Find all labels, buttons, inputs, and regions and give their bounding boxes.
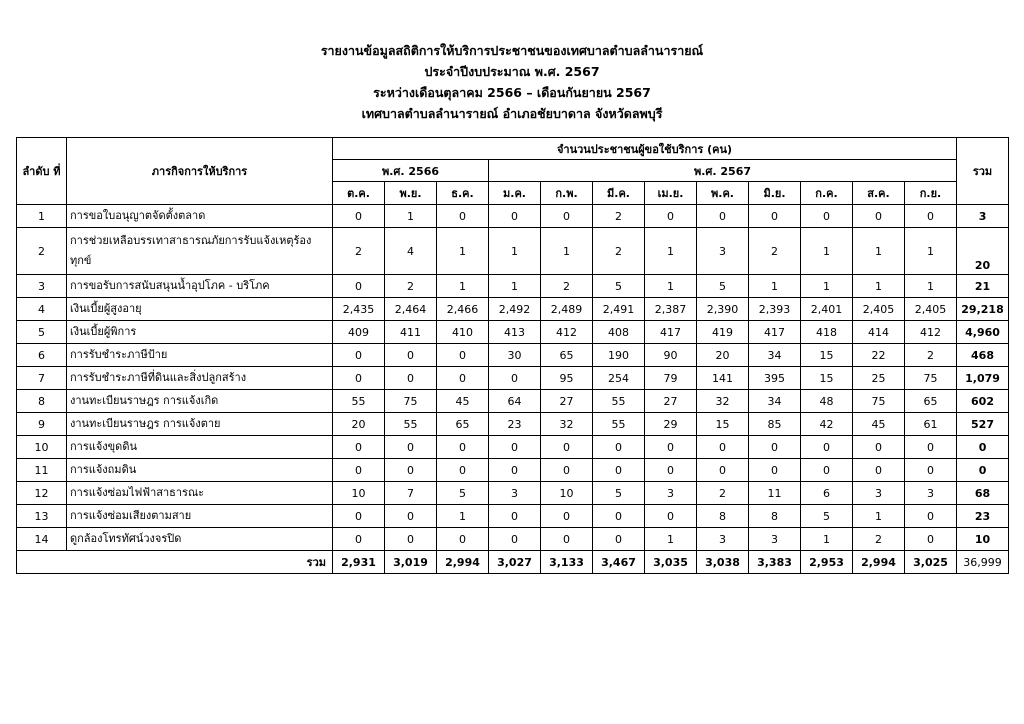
- month-value: 27: [541, 390, 593, 413]
- month-sum: 3,019: [385, 551, 437, 574]
- month-value: 79: [645, 367, 697, 390]
- month-value: 0: [437, 367, 489, 390]
- month-value: 0: [333, 505, 385, 528]
- month-value: 0: [541, 528, 593, 551]
- row-number: 10: [17, 436, 67, 459]
- month-value: 0: [853, 459, 905, 482]
- grand-total: 36,999: [957, 551, 1009, 574]
- month-value: 48: [801, 390, 853, 413]
- row-number: 14: [17, 528, 67, 551]
- report-organization: เทศบาลตำบลลำนารายณ์ อำเภอชัยบาดาล จังหวัดลพบุรี: [361, 106, 663, 121]
- month-value: 2: [385, 275, 437, 298]
- header-year-2566: พ.ศ. 2566: [333, 160, 489, 182]
- report-title-block: [0, 40, 1024, 124]
- header-service: ภารกิจการให้บริการ: [67, 138, 333, 205]
- month-value: 10: [541, 482, 593, 505]
- month-value: 1: [645, 275, 697, 298]
- month-value: 0: [593, 505, 645, 528]
- month-value: 1: [541, 228, 593, 275]
- month-value: 2,405: [853, 298, 905, 321]
- month-value: 410: [437, 321, 489, 344]
- table-row: [17, 482, 1009, 505]
- month-value: 1: [645, 528, 697, 551]
- month-value: 3: [905, 482, 957, 505]
- month-value: 75: [905, 367, 957, 390]
- row-total: 4,960: [957, 321, 1009, 344]
- month-value: 2,491: [593, 298, 645, 321]
- header-month: มี.ค.: [593, 182, 645, 205]
- month-value: 11: [749, 482, 801, 505]
- row-total: 602: [957, 390, 1009, 413]
- month-value: 0: [905, 528, 957, 551]
- month-value: 0: [489, 205, 541, 228]
- month-value: 0: [749, 459, 801, 482]
- month-value: 0: [853, 436, 905, 459]
- month-value: 3: [645, 482, 697, 505]
- month-sum: 2,931: [333, 551, 385, 574]
- month-value: 395: [749, 367, 801, 390]
- month-value: 4: [385, 228, 437, 275]
- row-number: 5: [17, 321, 67, 344]
- row-total: 10: [957, 528, 1009, 551]
- month-value: 15: [801, 367, 853, 390]
- month-value: 1: [489, 228, 541, 275]
- row-total: 3: [957, 205, 1009, 228]
- row-total: 527: [957, 413, 1009, 436]
- month-value: 2: [593, 228, 645, 275]
- row-number: 12: [17, 482, 67, 505]
- month-value: 0: [801, 459, 853, 482]
- month-value: 0: [333, 528, 385, 551]
- month-value: 3: [853, 482, 905, 505]
- month-value: 0: [385, 528, 437, 551]
- month-value: 27: [645, 390, 697, 413]
- month-value: 5: [697, 275, 749, 298]
- month-value: 0: [333, 367, 385, 390]
- month-value: 190: [593, 344, 645, 367]
- row-total: 68: [957, 482, 1009, 505]
- month-value: 0: [697, 459, 749, 482]
- month-value: 408: [593, 321, 645, 344]
- month-value: 0: [905, 459, 957, 482]
- month-value: 3: [697, 228, 749, 275]
- table-row: [17, 228, 1009, 275]
- month-value: 55: [333, 390, 385, 413]
- header-group: จำนวนประชาชนผู้ขอใช้บริการ (คน): [333, 138, 957, 160]
- month-value: 0: [749, 436, 801, 459]
- month-value: 15: [801, 344, 853, 367]
- service-name: ดูกล้องโทรทัศน์วงจรปิด: [67, 528, 333, 551]
- month-value: 45: [437, 390, 489, 413]
- row-number: 2: [17, 228, 67, 275]
- month-value: 1: [801, 228, 853, 275]
- month-value: 90: [645, 344, 697, 367]
- row-total: 0: [957, 459, 1009, 482]
- header-total: รวม: [957, 138, 1009, 205]
- month-value: 0: [385, 459, 437, 482]
- month-value: 34: [749, 344, 801, 367]
- month-value: 0: [385, 367, 437, 390]
- month-value: 0: [333, 275, 385, 298]
- month-value: 2,387: [645, 298, 697, 321]
- sum-row: [17, 551, 1009, 574]
- row-total: 23: [957, 505, 1009, 528]
- month-value: 419: [697, 321, 749, 344]
- month-value: 411: [385, 321, 437, 344]
- service-name: งานทะเบียนราษฎร การแจ้งเกิด: [67, 390, 333, 413]
- table-row: [17, 528, 1009, 551]
- row-total: 1,079: [957, 367, 1009, 390]
- month-value: 30: [489, 344, 541, 367]
- month-value: 412: [541, 321, 593, 344]
- month-value: 1: [385, 205, 437, 228]
- month-value: 0: [749, 205, 801, 228]
- row-number: 8: [17, 390, 67, 413]
- table-row: [17, 390, 1009, 413]
- month-value: 32: [541, 413, 593, 436]
- month-value: 5: [437, 482, 489, 505]
- month-sum: 3,025: [905, 551, 957, 574]
- month-value: 0: [385, 344, 437, 367]
- month-value: 0: [645, 459, 697, 482]
- month-value: 1: [853, 275, 905, 298]
- month-sum: 3,467: [593, 551, 645, 574]
- month-value: 1: [437, 505, 489, 528]
- month-value: 29: [645, 413, 697, 436]
- month-value: 23: [489, 413, 541, 436]
- service-name: งานทะเบียนราษฎร การแจ้งตาย: [67, 413, 333, 436]
- month-value: 0: [541, 436, 593, 459]
- month-value: 2,393: [749, 298, 801, 321]
- month-value: 0: [853, 205, 905, 228]
- sum-label: รวม: [17, 551, 333, 574]
- month-value: 141: [697, 367, 749, 390]
- month-value: 0: [489, 459, 541, 482]
- row-number: 9: [17, 413, 67, 436]
- month-value: 15: [697, 413, 749, 436]
- service-name: การช่วยเหลือบรรเทาสาธารณภัยการรับแจ้งเหตุร้องทุกข์: [67, 228, 333, 275]
- month-value: 0: [333, 205, 385, 228]
- month-value: 0: [333, 344, 385, 367]
- service-name: เงินเบี้ยผู้สูงอายุ: [67, 298, 333, 321]
- report-period: ระหว่างเดือนตุลาคม 2566 – เดือนกันยายน 2567: [373, 85, 651, 100]
- month-value: 254: [593, 367, 645, 390]
- header-month: มิ.ย.: [749, 182, 801, 205]
- month-value: 32: [697, 390, 749, 413]
- month-sum: 3,383: [749, 551, 801, 574]
- service-name: การขอใบอนุญาตจัดตั้งตลาด: [67, 205, 333, 228]
- month-value: 0: [437, 528, 489, 551]
- month-value: 0: [437, 344, 489, 367]
- month-value: 61: [905, 413, 957, 436]
- header-month: พ.ย.: [385, 182, 437, 205]
- service-name: การแจ้งขุดดิน: [67, 436, 333, 459]
- month-value: 2,492: [489, 298, 541, 321]
- row-number: 13: [17, 505, 67, 528]
- month-value: 2,464: [385, 298, 437, 321]
- month-value: 20: [333, 413, 385, 436]
- month-value: 0: [385, 436, 437, 459]
- month-value: 2: [593, 205, 645, 228]
- month-value: 1: [489, 275, 541, 298]
- table-row: [17, 413, 1009, 436]
- row-number: 7: [17, 367, 67, 390]
- month-value: 2,405: [905, 298, 957, 321]
- month-value: 75: [385, 390, 437, 413]
- month-value: 65: [541, 344, 593, 367]
- month-value: 2,401: [801, 298, 853, 321]
- header-month: ก.ย.: [905, 182, 957, 205]
- table-row: [17, 205, 1009, 228]
- table-row: [17, 367, 1009, 390]
- month-value: 0: [645, 505, 697, 528]
- month-value: 42: [801, 413, 853, 436]
- month-value: 2,489: [541, 298, 593, 321]
- service-name: เงินเบี้ยผู้พิการ: [67, 321, 333, 344]
- month-value: 2,390: [697, 298, 749, 321]
- header-month: ก.ค.: [801, 182, 853, 205]
- row-total: 468: [957, 344, 1009, 367]
- month-value: 1: [853, 228, 905, 275]
- month-value: 1: [749, 275, 801, 298]
- service-name: การรับชำระภาษีป้าย: [67, 344, 333, 367]
- month-value: 0: [489, 528, 541, 551]
- month-sum: 3,133: [541, 551, 593, 574]
- month-value: 0: [541, 205, 593, 228]
- month-value: 0: [489, 436, 541, 459]
- month-value: 0: [437, 436, 489, 459]
- month-value: 6: [801, 482, 853, 505]
- month-value: 8: [749, 505, 801, 528]
- month-value: 45: [853, 413, 905, 436]
- month-value: 5: [801, 505, 853, 528]
- month-sum: 3,038: [697, 551, 749, 574]
- report-fiscal-year: ประจำปีงบประมาณ พ.ศ. 2567: [424, 64, 600, 79]
- month-value: 3: [697, 528, 749, 551]
- month-value: 0: [593, 459, 645, 482]
- month-value: 0: [489, 367, 541, 390]
- month-value: 0: [645, 436, 697, 459]
- month-sum: 2,953: [801, 551, 853, 574]
- month-sum: 2,994: [437, 551, 489, 574]
- month-value: 1: [645, 228, 697, 275]
- row-number: 3: [17, 275, 67, 298]
- month-value: 0: [437, 205, 489, 228]
- service-statistics-table: [16, 137, 1009, 574]
- month-value: 5: [593, 482, 645, 505]
- month-value: 2: [905, 344, 957, 367]
- month-value: 2: [333, 228, 385, 275]
- month-value: 417: [749, 321, 801, 344]
- month-value: 55: [385, 413, 437, 436]
- table-row: [17, 344, 1009, 367]
- month-value: 3: [489, 482, 541, 505]
- service-name: การแจ้งซ่อมเสียงตามสาย: [67, 505, 333, 528]
- month-sum: 2,994: [853, 551, 905, 574]
- month-value: 1: [905, 228, 957, 275]
- month-value: 0: [541, 505, 593, 528]
- month-value: 5: [593, 275, 645, 298]
- header-no: ลำดับ ที่: [17, 138, 67, 205]
- month-value: 0: [801, 436, 853, 459]
- month-value: 2: [541, 275, 593, 298]
- row-number: 6: [17, 344, 67, 367]
- row-total: 29,218: [957, 298, 1009, 321]
- row-total: 20: [957, 228, 1009, 275]
- month-value: 34: [749, 390, 801, 413]
- month-value: 0: [489, 505, 541, 528]
- row-total: 0: [957, 436, 1009, 459]
- service-name: การขอรับการสนับสนุนน้ำอุปโภค - บริโภค: [67, 275, 333, 298]
- month-value: 2,466: [437, 298, 489, 321]
- month-value: 10: [333, 482, 385, 505]
- month-value: 0: [333, 436, 385, 459]
- month-value: 0: [593, 436, 645, 459]
- month-value: 0: [905, 205, 957, 228]
- month-value: 0: [905, 505, 957, 528]
- month-sum: 3,027: [489, 551, 541, 574]
- month-value: 0: [593, 528, 645, 551]
- month-value: 412: [905, 321, 957, 344]
- header-month: ต.ค.: [333, 182, 385, 205]
- service-name: การแจ้งถมดิน: [67, 459, 333, 482]
- month-value: 1: [437, 228, 489, 275]
- month-value: 75: [853, 390, 905, 413]
- month-value: 2: [697, 482, 749, 505]
- table-row: [17, 321, 1009, 344]
- month-value: 7: [385, 482, 437, 505]
- header-month: ส.ค.: [853, 182, 905, 205]
- month-value: 55: [593, 413, 645, 436]
- month-value: 417: [645, 321, 697, 344]
- month-value: 0: [697, 205, 749, 228]
- table-row: [17, 505, 1009, 528]
- table-body: [17, 205, 1009, 574]
- month-value: 2: [749, 228, 801, 275]
- month-value: 95: [541, 367, 593, 390]
- table-row: [17, 436, 1009, 459]
- month-value: 2,435: [333, 298, 385, 321]
- header-month: เม.ย.: [645, 182, 697, 205]
- table-row: [17, 298, 1009, 321]
- month-value: 413: [489, 321, 541, 344]
- month-value: 20: [697, 344, 749, 367]
- month-value: 2: [853, 528, 905, 551]
- month-value: 65: [437, 413, 489, 436]
- month-value: 64: [489, 390, 541, 413]
- month-value: 0: [333, 459, 385, 482]
- header-month: ม.ค.: [489, 182, 541, 205]
- header-month: พ.ค.: [697, 182, 749, 205]
- month-value: 0: [905, 436, 957, 459]
- month-value: 25: [853, 367, 905, 390]
- month-value: 1: [437, 275, 489, 298]
- row-number: 1: [17, 205, 67, 228]
- service-name: การรับชำระภาษีที่ดินและสิ่งปลูกสร้าง: [67, 367, 333, 390]
- month-value: 55: [593, 390, 645, 413]
- month-value: 85: [749, 413, 801, 436]
- month-value: 22: [853, 344, 905, 367]
- service-name: การแจ้งซ่อมไฟฟ้าสาธารณะ: [67, 482, 333, 505]
- month-value: 1: [853, 505, 905, 528]
- month-value: 0: [541, 459, 593, 482]
- month-value: 65: [905, 390, 957, 413]
- report-title: รายงานข้อมูลสถิติการให้บริการประชาชนของเทศบาลตำบลลำนารายณ์: [320, 43, 704, 58]
- month-value: 1: [801, 275, 853, 298]
- table-row: [17, 459, 1009, 482]
- month-value: 0: [697, 436, 749, 459]
- month-value: 8: [697, 505, 749, 528]
- header-year-2567: พ.ศ. 2567: [489, 160, 957, 182]
- header-month: ก.พ.: [541, 182, 593, 205]
- month-value: 409: [333, 321, 385, 344]
- header-month: ธ.ค.: [437, 182, 489, 205]
- month-value: 1: [801, 528, 853, 551]
- month-value: 0: [801, 205, 853, 228]
- month-value: 3: [749, 528, 801, 551]
- month-value: 0: [645, 205, 697, 228]
- month-value: 0: [385, 505, 437, 528]
- table-row: [17, 275, 1009, 298]
- month-value: 1: [905, 275, 957, 298]
- month-value: 0: [437, 459, 489, 482]
- month-sum: 3,035: [645, 551, 697, 574]
- month-value: 414: [853, 321, 905, 344]
- row-number: 4: [17, 298, 67, 321]
- row-total: 21: [957, 275, 1009, 298]
- month-value: 418: [801, 321, 853, 344]
- row-number: 11: [17, 459, 67, 482]
